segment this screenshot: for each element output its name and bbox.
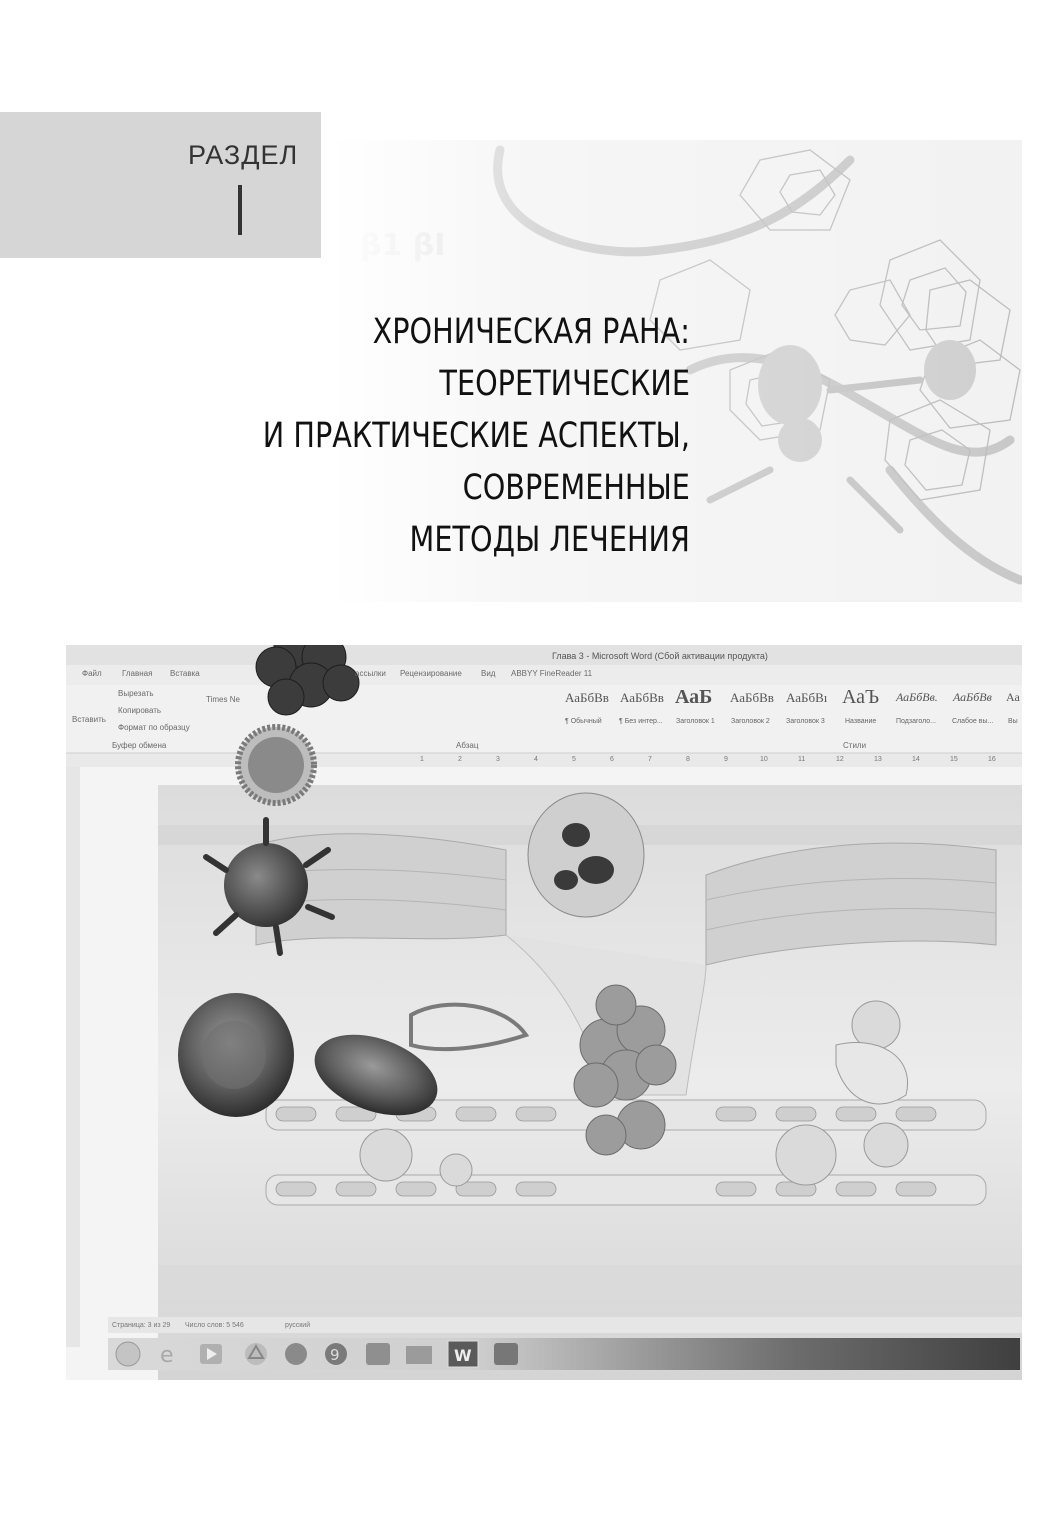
clipboard-group-label: Буфер обмена <box>112 741 167 750</box>
taskbar-icons <box>108 1338 1020 1370</box>
style-sample-heading3[interactable]: АаБбВı <box>786 690 828 705</box>
clip-icon <box>366 1343 390 1365</box>
style-name-emphasis: Вы <box>1008 718 1018 725</box>
ruler-number: 10 <box>760 756 768 763</box>
browser-icon <box>160 1343 174 1368</box>
title-line-2: ТЕОРЕТИЧЕСКИЕ <box>439 364 690 404</box>
ruler-number: 9 <box>724 756 728 763</box>
svg-text:e: e <box>160 1343 174 1368</box>
format-painter-button[interactable]: Формат по образцу <box>118 723 190 732</box>
tab-file[interactable]: Файл <box>82 669 102 678</box>
tab-view[interactable]: Вид <box>481 669 496 678</box>
nine-icon <box>325 1343 347 1365</box>
ruler-number: 15 <box>950 756 958 763</box>
style-name-subtle: Слабое вы... <box>952 718 994 725</box>
section-box <box>0 112 321 258</box>
paragraph-group-label: Абзац <box>456 741 479 750</box>
folder-icon <box>406 1346 432 1364</box>
font-name-box[interactable]: Times Ne <box>206 695 240 704</box>
cut-button[interactable]: Вырезать <box>118 689 154 698</box>
style-sample-normal[interactable]: АаБбВв <box>565 690 609 705</box>
ruler-number: 7 <box>648 756 652 763</box>
triangle-icon <box>245 1343 267 1365</box>
tab-mailings[interactable]: ассылки <box>355 669 386 678</box>
title-line-1: ХРОНИЧЕСКАЯ РАНА: <box>372 312 690 352</box>
word-icon <box>448 1341 478 1367</box>
svg-text:9: 9 <box>330 1346 340 1364</box>
section-label: РАЗДЕЛ <box>188 140 299 170</box>
svg-text:W: W <box>454 1346 472 1365</box>
copy-button[interactable]: Копировать <box>118 706 162 715</box>
paste-button[interactable]: Вставить <box>72 715 106 724</box>
section-number-roman <box>238 185 242 235</box>
ruler-number: 12 <box>836 756 844 763</box>
style-sample-subtle[interactable]: АаБбВв <box>953 690 992 704</box>
ruler-number: 6 <box>610 756 614 763</box>
style-sample-subtitle[interactable]: АаБбВв. <box>896 690 938 704</box>
dark-circle-icon <box>285 1343 307 1365</box>
status-language[interactable]: русский <box>285 1322 311 1329</box>
styles-group-label: Стили <box>843 741 867 750</box>
ruler-number: 13 <box>874 756 882 763</box>
ruler-number: 1 <box>420 756 424 763</box>
style-sample-heading2[interactable]: АаБбВв <box>730 690 774 705</box>
style-name-heading3: Заголовок 3 <box>786 718 825 725</box>
status-page-count[interactable]: Страница: 3 из 29 <box>112 1322 171 1329</box>
title-line-4: СОВРЕМЕННЫЕ <box>462 468 690 508</box>
ruler-number: 11 <box>798 756 806 763</box>
app-icon <box>494 1343 518 1365</box>
ruler-number: 2 <box>458 756 462 763</box>
tab-abbyy[interactable]: ABBYY FineReader 11 <box>511 669 593 678</box>
title-line-5: МЕТОДЫ ЛЕЧЕНИЯ <box>409 520 690 560</box>
ruler-number: 5 <box>572 756 576 763</box>
word-window-title: Глава 3 - Microsoft Word (Сбой активации продукта) <box>552 651 768 661</box>
ruler-number: 3 <box>496 756 500 763</box>
title-line-3: И ПРАКТИЧЕСКИЕ АСПЕКТЫ, <box>262 416 690 456</box>
tab-insert[interactable]: Вставка <box>170 669 200 678</box>
style-sample-heading1[interactable]: АаБ <box>675 686 713 708</box>
ruler-number: 8 <box>686 756 690 763</box>
tab-home[interactable]: Главная <box>122 669 153 678</box>
style-name-title: Название <box>845 718 877 725</box>
ruler-number: 4 <box>534 756 538 763</box>
tab-review[interactable]: Рецензирование <box>400 669 462 678</box>
style-sample-title[interactable]: АаЪ <box>842 686 880 708</box>
start-icon <box>116 1342 140 1366</box>
style-name-normal: ¶ Обычный <box>565 718 602 725</box>
media-icon <box>200 1344 222 1364</box>
style-name-subtitle: Подзаголо... <box>896 718 936 725</box>
style-sample-emphasis[interactable]: Аа <box>1006 690 1020 704</box>
style-sample-no-spacing[interactable]: АаБбВв <box>620 690 664 705</box>
ruler-number: 14 <box>912 756 920 763</box>
page-title <box>263 306 690 566</box>
style-name-no-spacing: ¶ Без интер... <box>619 718 663 725</box>
style-name-heading2: Заголовок 2 <box>731 718 770 725</box>
horizontal-ruler[interactable] <box>410 756 1020 766</box>
style-name-heading1: Заголовок 1 <box>676 718 715 725</box>
status-word-count[interactable]: Число слов: 5 546 <box>185 1322 244 1329</box>
ruler-number: 16 <box>988 756 996 763</box>
